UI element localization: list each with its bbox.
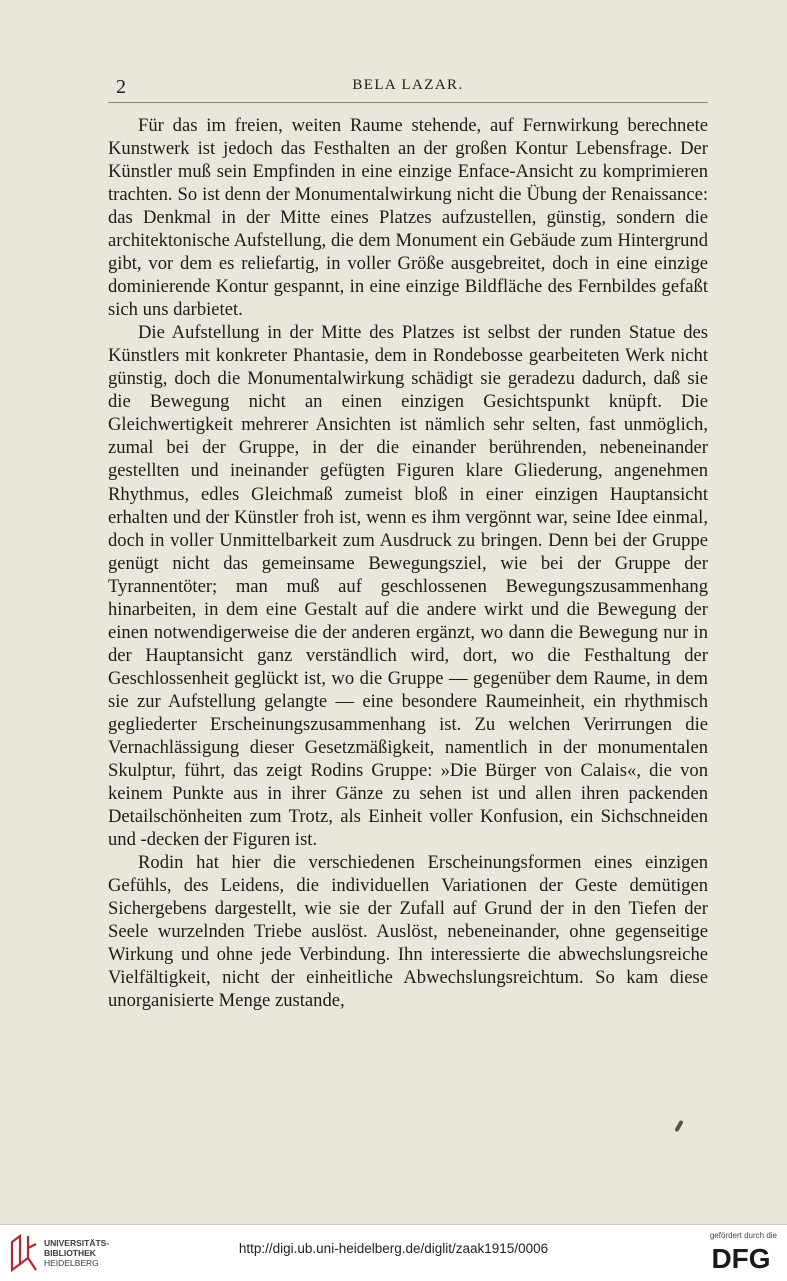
funding-note	[687, 1231, 777, 1272]
page-header	[108, 74, 708, 103]
page-number: 2	[116, 76, 126, 98]
library-name-line-1: UNIVERSITÄTS-	[44, 1238, 110, 1248]
library-name-line-2: BIBLIOTHEK	[44, 1248, 96, 1258]
running-head: BELA LAZAR.	[352, 77, 464, 93]
body-text	[108, 114, 708, 1012]
paragraph-2: Die Aufstellung in der Mitte des Platzes ist selbst der runden Statue des Künstlers mit konkreter Phantasie, dem in Rondebosse gearbeiteten Werk nicht günstig, doch die Monumentalwirkung schädigt sie geradezu dadurch, daß sie die Bewegung nicht an einen einzigen Gesichtspunkt knüpft. Die Gleichwertigkeit mehrerer Ansichten ist nämlich sehr selten, fast unmöglich, zumal bei der Gruppe, in der die einander berührenden, nebeneinander gestellten und ineinander gefügten Figuren klare Gliederung, angenehmen Rhythmus, edles Gleichmaß zumeist bloß in einer einzigen Hauptansicht erhalten und der Künstler froh ist, wenn es ihm vergönnt war, seine Idee einmal, doch in voller Unmittelbarkeit zum Ausdruck zu bringen. Denn bei der Gruppe genügt nicht das gemeinsame Bewegungsziel, wie bei der Gruppe der Tyrannentöter; man muß auf geschlossenen Bewegungszusammenhang hinarbeiten, in dem eine Gestalt auf die andere wirkt und die Bewegung der einen notwendigerweise die der anderen ergänzt, wo dann die Bewegung nur in der Hauptansicht ganz verständlich wird, dort, wo die Festhaltung der Geschlossenheit geglückt ist, wo die Gruppe — gegenüber dem Raume, in dem sie zur Aufstellung gelangte — eine besondere Raumeinheit, ein rhythmisch gegliederter Erscheinungszusammenhang ist. Zu welchen Verirrungen die Vernachlässigung dieser Gesetzmäßigkeit, namentlich in der monumentalen Skulptur, führt, das zeigt Rodins Gruppe: »Die Bürger von Calais«, die von keinem Punkte aus in ihrer Gänze zu sehen ist und allen ihren packenden Detailschönheiten zum Trotz, als Einheit voller Konfusion, ein Sichschneiden und -decken der Figuren ist.	[108, 322, 708, 850]
ink-mark	[674, 1120, 683, 1132]
paragraph-1: Für das im freien, weiten Raume stehende, auf Fernwirkung berechnete Kunstwerk ist jedoch das Festhalten an der großen Kontur Lebensfrage. Der Künstler muß sein Empfinden in eine einzige Enface-Ansicht zu komprimieren trachten. So ist denn der Monumentalwirkung nicht die Übung der Renaissance: das Denkmal in der Mitte eines Platzes aufzustellen, günstig, sondern die architektonische Aufstellung, die dem Monument ein Gebäude zum Hintergrund gibt, vor dem es reliefartig, in voller Größe ausgebreitet, doch in eine einzige dominierende Kontur gespannt, in eine einzige Bildfläche des Fernbildes gefaßt sich uns darbietet.	[108, 115, 708, 321]
funding-label: gefördert durch die	[709, 1231, 777, 1240]
library-name-line-3: HEIDELBERG	[44, 1258, 99, 1268]
permalink-url[interactable]: http://digi.ub.uni-heidelberg.de/diglit/zaak1915/0006	[238, 1241, 549, 1256]
dfg-logo-text: DFG	[711, 1243, 771, 1272]
dfg-logo	[705, 1242, 777, 1272]
viewer-footer	[0, 1224, 787, 1281]
paragraph-3: Rodin hat hier die verschiedenen Erscheinungsformen eines einzigen Gefühls, des Leidens, die individuellen Variationen der Geste demütigen Sichergebens dargestellt, wie sie der Zufall auf Grund der in den Tiefen der Seele wurzelnden Triebe auslöst. Auslöst, nebeneinander, ohne gegenseitige Wirkung und ohne jede Verbindung. Ihn interessierte die abwechslungsreiche Vielfältigkeit, nicht der einheitliche Abwechslungsreichtum. So kam diese unorganisierte Menge zustande,	[108, 852, 708, 1012]
